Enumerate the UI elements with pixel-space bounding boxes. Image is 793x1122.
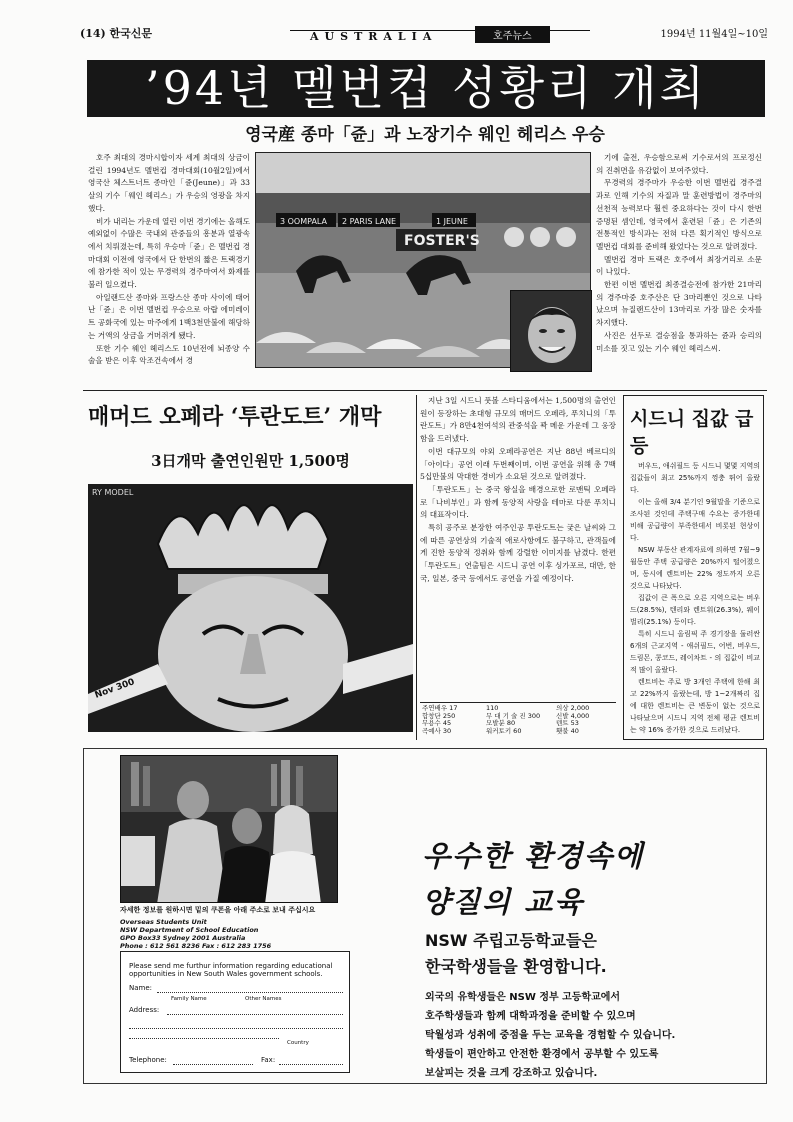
- opera-stage-illustration: [88, 484, 413, 732]
- sign-text: 3 OOMPALA: [280, 217, 328, 226]
- article1-paragraph: 사진은 선두로 결승점을 통과하는 쥰과 승리의 미소를 짓고 있는 기수 웨인 헤리스씨.: [596, 330, 762, 353]
- cast-entry: 곡예사 30: [422, 727, 452, 736]
- article1-column-1: [88, 152, 250, 384]
- article1-column-3: [596, 152, 762, 384]
- fax-label: Fax:: [261, 1056, 276, 1064]
- cast-entry: 무용수 45: [422, 719, 452, 728]
- cast-column: [486, 705, 552, 736]
- section-name-en: AUSTRALIA: [310, 30, 438, 43]
- page-number: (14) 한국신문: [80, 27, 153, 40]
- article2-paragraph: 「투란도트」는 중국 왕실을 배경으로한 로맨틱 오페라로「나비부인」과 함께 동양적 사랑을 테마로 다룬 푸치니의 대표작이다.: [420, 484, 616, 520]
- telephone-field[interactable]: [173, 1064, 253, 1065]
- jockey-portrait-photo: [510, 290, 592, 372]
- cast-entry: 합창단 250: [422, 711, 456, 720]
- sign-text: 1 JEUNE: [436, 217, 468, 226]
- ad-body-line: 보살피는 것을 크게 강조하고 있습니다.: [425, 1068, 598, 1079]
- ad-info-note: 자세한 정보를 원하시면 밑의 쿠폰을 아래 주소로 보내 주십시요: [120, 906, 316, 914]
- cast-entry: 무 대 기 술 진 300: [486, 711, 541, 720]
- article2-headline: 매머드 오페라 ‘투란도트’ 개막: [88, 404, 382, 430]
- article1-headline-banner: [87, 60, 765, 117]
- address-field-line2[interactable]: [129, 1028, 343, 1029]
- ad-subhead-1: NSW 주립고등학교들은: [425, 931, 597, 950]
- sign-text: 2 PARIS LANE: [342, 217, 397, 226]
- cast-entry: 워커토키 60: [486, 727, 522, 736]
- address-field-line3[interactable]: [129, 1038, 279, 1039]
- article1-paragraph: 멜번컵 경마 트랙은 호주에서 최장거리로 소문이 나있다.: [596, 254, 762, 277]
- fax-field[interactable]: [279, 1064, 343, 1065]
- article1-paragraph: 아일랜드산 종마와 프랑스산 종마 사이에 태어난「쥰」은 이번 멜번컵 우승으로 아랍 에미레이트 공화국에 있는 마주에게 1백3천만불에 해당하는 거액의 상금을 거머쥐게 됐다.: [88, 292, 250, 340]
- article3-paragraph: 렌트비는 주로 방 3개인 주택에 한해 최고 22%까지 올랐는데, 방 1~2개짜리 집에 대한 렌트비는 큰 변동이 없는 것으로 나타났으며 시드니 지역 전체 평균 렌트비는 약 16% 증가한 것으로 드러났다.: [630, 678, 760, 734]
- ad-body: [425, 988, 755, 1083]
- name-field[interactable]: [157, 992, 343, 993]
- article3-paragraph: 이는 올해 3/4 분기인 9월말을 기준으로 조사된 것인데 주택구매 수요는 증가한데 비해 공급량이 부족한데서 비롯된 현상이다.: [630, 498, 760, 542]
- opera-stage-photo: [88, 484, 413, 732]
- ad-headline-2: 양질의 교육: [422, 885, 585, 919]
- article1-headline: ’94년 멜번컵 성황리 개최: [145, 61, 707, 115]
- address-line: Overseas Students Unit: [120, 918, 207, 926]
- students-photo: [120, 755, 338, 903]
- ad-headline-1: 우수한 환경속에: [422, 839, 645, 873]
- address-line: Phone : 612 561 8236 Fax : 612 283 1756: [120, 942, 272, 950]
- cast-entry: 의상 2,000: [556, 704, 590, 712]
- article1-paragraph: 또한 기수 웨인 헤리스도 10년전에 뇌종양 수술을 받은 이후 악조건속에서 경: [88, 343, 250, 366]
- section-divider: [83, 390, 767, 391]
- cast-entry: 주연배우 17: [422, 704, 458, 712]
- family-name-label: Family Name: [171, 996, 207, 1002]
- image-tag-text: Nov 300: [93, 677, 137, 701]
- article1-paragraph: 호주 최대의 경마시합이자 세계 최대의 상금이 걸린 1994년도 멜번컵 경마대회(10월2일)에서 영국산 체스트너트 종마인「쥰(Jeune)」과 33살의 기수「웨인 헤리스」가 우승의 영광을 차지했다.: [88, 153, 250, 213]
- cast-entry: 횃불 40: [556, 727, 579, 736]
- section-name-ko: 호주뉴스: [475, 26, 550, 43]
- other-names-label: Other Names: [245, 996, 282, 1002]
- sign-text: FOSTER'S: [404, 233, 480, 249]
- article2-body: [420, 395, 616, 701]
- article2-paragraph: 특히 공주로 분장한 여주인공 투란도트는 궂은 날씨와 그에 따른 공연상의 기술적 애로사항에도 불구하고, 관객들에게 진한 동양적 정취와 함께 강렬한 이미지를 남겼다. 한편「투란도트」연출팀은 시드니 공연 이후 싱가포르, 대만, 한국, 일본, 중국 등에서도 공연을 가질 예정이다.: [420, 523, 616, 583]
- ad-address-block: [120, 918, 350, 950]
- article1-paragraph: 기에 출전, 우승함으로써 기수로서의 프로정신의 진취면을 유감없이 보여주었다.: [596, 153, 762, 175]
- article3-paragraph: 버우드, 애쉬필드 등 시드니 몇몇 지역의 집값들이 최고 25%까지 껑충 뛰어 올랐다.: [630, 462, 760, 494]
- article2-paragraph: 이번 대규모의 야외 오페라공연은 지난 88년 베르디의「아이다」공연 이래 두번째이며, 이번 공연을 위해 총 7백5십만불의 막대한 경비가 소요된 것으로 알려졌다.: [420, 446, 616, 482]
- column-rule: [416, 395, 417, 740]
- address-label: Address:: [129, 1006, 160, 1014]
- section-bar: [290, 30, 590, 44]
- jockey-portrait-illustration: [511, 291, 592, 372]
- article1-paragraph: 한편 이번 멜번컵 최종결승전에 참가한 21마리의 경주마중 호주산은 단 3마리뿐인 것으로 나타났으며 뉴질랜드산이 13마리로 가장 많은 숫자를 차지했다.: [596, 280, 762, 328]
- students-photo-illustration: [121, 756, 338, 903]
- article3-body: [630, 460, 760, 738]
- cast-entry: 텐트 53: [556, 719, 579, 728]
- coupon-intro: Please send me furthur information regarding educational opportunities in New South Wales government schools.: [129, 962, 333, 978]
- ad-body-line: 외국의 유학생들은 NSW 정부 고등학교에서: [425, 992, 621, 1003]
- address-line: NSW Department of School Education: [120, 926, 259, 934]
- article1-subhead: 영국産 종마「쥰」과 노장기수 웨인 헤리스 우승: [245, 125, 605, 145]
- ad-body-line: 호주학생들과 함께 대학과정을 준비할 수 있으며: [425, 1011, 636, 1022]
- telephone-label: Telephone:: [129, 1056, 167, 1064]
- article3-paragraph: NSW 부동산 관계자료에 의하면 7월~9월동안 주택 공급량은 20%까지 떨어졌으며, 동시에 렌트비는 22% 정도까지 오른 것으로 나타났다.: [630, 546, 760, 590]
- article3-paragraph: 집값이 큰 폭으로 오른 지역으로는 버우드(28.5%), 텐리와 렌트워(26.3%), 웨이벌리(25.1%) 등이다.: [630, 594, 760, 626]
- cast-stats-table: [420, 702, 616, 740]
- ad-body-line: 학생들이 편안하고 안전한 환경에서 공부할 수 있도록: [425, 1049, 659, 1060]
- name-label: Name:: [129, 984, 153, 992]
- cast-entry: 신발 4,000: [556, 711, 590, 720]
- cast-entry: 모발분 80: [486, 719, 516, 728]
- page-header: [80, 22, 768, 44]
- article1-paragraph: 무경력의 경주마가 우승한 이번 멜번컵 경주결과로 인해 기수의 자질과 말 훈련방법이 경주마의 선천적 능력보다 훨씬 중요하다는 것이 다시 한번 증명된 셈인데, 영국에서 훈련된「쥰」은 기존의 전통적인 방식과는 전혀 다른 획기적인 방식으로 멜번컵 대회를 준비해 왔었다는 것으로 알려졌다.: [596, 178, 762, 251]
- article2-subhead: 3日개막 출연인원만 1,500명: [151, 452, 350, 470]
- ad-body-line: 탁월성과 성취에 중점을 두는 교육을 경험할 수 있습니다.: [425, 1030, 676, 1041]
- article3-paragraph: 특히 시드니 올림픽 주 경기장을 둘러싼 6개의 근교지역 - 애쉬필드, 어번, 버우드, 드림몬, 콩코드, 레이차트 - 의 집값이 비교적 많이 올랐다.: [630, 630, 760, 674]
- cast-column: [422, 705, 484, 736]
- ad-subhead-2: 한국학생들을 환영합니다.: [425, 957, 607, 976]
- article3-headline: 시드니 집값 급등: [630, 408, 754, 457]
- issue-date: 1994년 11월4일~10일: [660, 29, 768, 40]
- photo-caption: RY MODEL: [92, 488, 134, 497]
- coupon-form: [120, 951, 350, 1073]
- country-label: Country: [287, 1040, 309, 1046]
- address-field[interactable]: [167, 1014, 343, 1015]
- cast-column: [556, 705, 614, 736]
- address-line: GPO Box33 Sydney 2001 Australia: [120, 934, 246, 942]
- cast-entry: 110: [486, 704, 499, 712]
- article1-paragraph: 비가 내리는 가운데 열린 이번 경기에는 올해도 예외없이 수많은 국내외 관중들의 흥분과 열광속에서 치뤄졌는데, 특히 우승마「쥰」은 멜번컵 경마대회 이전에 영국에서 단 한번의 짧은 트랙경기에 참가한 적이 있는 무경력의 경주마여서 화제를 불러 일으켰다.: [88, 216, 250, 290]
- article2-paragraph: 지난 3일 시드니 풋볼 스타디움에서는 1,500명의 출연인원이 등장하는 초대형 규모의 매머드 오페라, 푸치니의「투란도트」가 8만4천여석의 관중석을 꽉 메운 가운데 그 웅장함을 드러냈다.: [420, 396, 616, 444]
